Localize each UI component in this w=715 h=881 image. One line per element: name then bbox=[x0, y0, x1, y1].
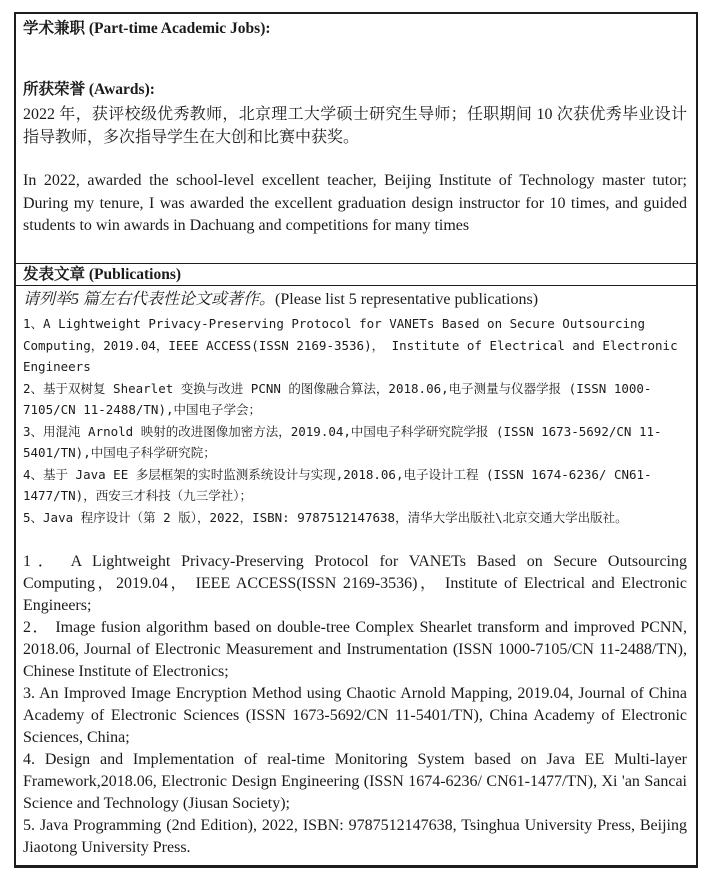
publication-item-en: 2． Image fusion algorithm based on double-tree Complex Shearlet transform and improved PCNN, 2018.06, Journal of Electronic Measurement and Instrumentation (ISSN 1000-7105/CN 11-2488/TN), Chinese Institute of Electronics; bbox=[23, 619, 688, 680]
publications-prompt-en: (Please list 5 representative publications) bbox=[275, 291, 539, 308]
section-academic-jobs-awards bbox=[16, 14, 696, 264]
publications-heading bbox=[23, 265, 181, 285]
awards-text-en: In 2022, awarded the school-level excellent teacher, Beijing Institute of Technology master tutor; During my tenure, I was awarded the excellent graduation design instructor for 10 times, and guided students to win awards in Dachuang and competitions for many times bbox=[23, 172, 687, 234]
publications-header-row bbox=[16, 264, 696, 286]
awards-heading bbox=[23, 80, 687, 100]
publication-item-en: 4. Design and Implementation of real-time Monitoring System based on Java EE Multi-layer Framework,2018.06, Electronic Design Engineering (ISSN 1674-6236/ CN61-1477/TN), Xi 'an Sancai Science and Technology (Jiusan Society); bbox=[23, 751, 687, 812]
academic-jobs-heading-zh: 学术兼职 bbox=[23, 20, 86, 37]
academic-jobs-heading bbox=[23, 19, 687, 39]
publication-item-zh: 5、Java 程序设计（第 2 版），2022，ISBN: 9787512147638，清华大学出版社\北京交通大学出版社。 bbox=[23, 509, 628, 525]
publication-item-en: 5. Java Programming (2nd Edition), 2022, ISBN: 9787512147638, Tsinghua University Press, Beijing Jiaotong University Press. bbox=[23, 817, 687, 856]
publication-item-en: 3. An Improved Image Encryption Method using Chaotic Arnold Mapping, 2019.04, Journal of China Academy of Electronic Sciences (ISSN 1673-5692/CN 11-5401/TN), China Academy of Electronic Sciences, China; bbox=[23, 685, 687, 746]
publication-item-en: 1． A Lightweight Privacy-Preserving Protocol for VANETs Based on Secure Outsourcing Computing，2019.04， IEEE ACCESS(ISSN 2169-3536)， Institute of Electrical and Electronic Engineers; bbox=[23, 553, 687, 614]
publications-list-zh bbox=[23, 313, 687, 528]
publication-item-zh: 4、基于 Java EE 多层框架的实时监测系统设计与实现,2018.06,电子设计工程 (ISSN 1674-6236/ CN61-1477/TN)，西安三才科技（九三学社）； bbox=[23, 466, 652, 503]
publications-heading-en: (Publications) bbox=[85, 265, 182, 283]
publication-item-zh: 1、A Lightweight Privacy-Preserving Protocol for VANETs Based on Secure Outsourcing Computing，2019.04，IEEE ACCESS(ISSN 2169-3536)， Institute of Electrical and Electronic Engineers bbox=[23, 316, 678, 374]
publication-item-zh: 3、用混沌 Arnold 映射的改进图像加密方法，2019.04,中国电子科学研究院学报 (ISSN 1673-5692/CN 11-5401/TN),中国电子科学研究院； bbox=[23, 423, 662, 460]
publication-item-zh: 2、基于双树复 Shearlet 变换与改进 PCNN 的图像融合算法，2018.06,电子测量与仪器学报 (ISSN 1000-7105/CN 11-2488/TN),中国电子学会； bbox=[23, 380, 652, 417]
publications-list-en bbox=[23, 551, 687, 859]
cv-form-table bbox=[14, 12, 698, 868]
awards-heading-zh: 所获荣誉 bbox=[23, 81, 86, 98]
section-publications bbox=[16, 286, 696, 865]
awards-heading-en: (Awards): bbox=[85, 81, 155, 98]
awards-text-zh: 2022 年，获评校级优秀教师，北京理工大学硕士研究生导师；任职期间 10 次获优秀毕业设计指导教师，多次指导学生在大创和比赛中获奖。 bbox=[23, 106, 687, 146]
publications-heading-zh: 发表文章 bbox=[23, 265, 86, 283]
academic-jobs-heading-en: (Part-time Academic Jobs): bbox=[85, 20, 271, 37]
publications-prompt-zh: 请列举5 篇左右代表性论文或著作。 bbox=[23, 291, 276, 308]
publications-prompt bbox=[23, 289, 687, 311]
